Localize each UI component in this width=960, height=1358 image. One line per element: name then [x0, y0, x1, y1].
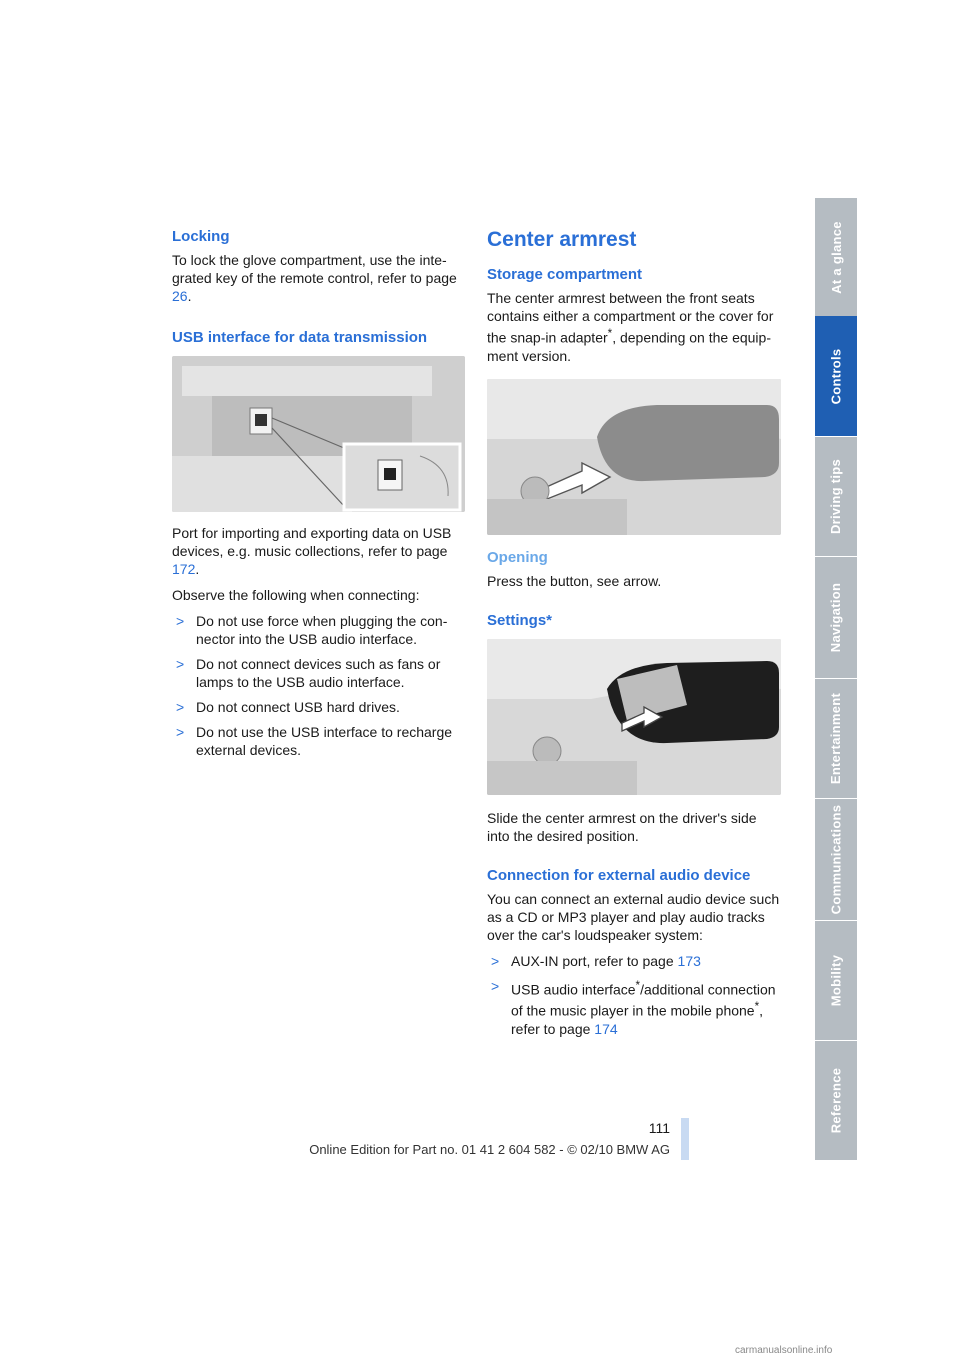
page-number: 111 — [648, 1120, 670, 1136]
storage-heading: Storage compartment — [487, 266, 643, 283]
page-title: Center armrest — [487, 228, 637, 251]
watermark: carmanualsonline.info — [735, 1345, 833, 1356]
bullet-arrow-icon: > — [491, 952, 500, 969]
list-item: > Do not use the USB interface to recharge external devices. — [176, 724, 453, 758]
connection-list — [487, 952, 781, 1038]
storage-text: The center armrest between the front seats contains either a compartment or the cover for the snap-in adapter*, depending on the equip-ment version. — [487, 290, 774, 364]
locking-heading: Locking — [172, 228, 230, 245]
connection-heading: Connection for external audio device — [487, 866, 751, 884]
settings-heading: Settings* — [487, 611, 553, 629]
locking-page-link[interactable]: 26 — [172, 288, 188, 304]
list-item: > USB audio interface*/additional connection of the music player in the mobile phone*, refer to page 174 — [491, 977, 776, 1037]
usb-port-illustration — [172, 356, 465, 512]
bullet-arrow-icon: > — [176, 613, 185, 629]
usb-port-figure — [172, 356, 465, 512]
left-column — [172, 228, 465, 767]
aux-page-link[interactable]: 173 — [677, 952, 701, 969]
tab-at-a-glance[interactable]: At a glance — [815, 198, 857, 317]
tab-reference[interactable]: Reference — [815, 1040, 857, 1161]
armrest-settings-figure — [487, 639, 781, 795]
opening-heading: Opening — [487, 548, 548, 566]
tab-controls[interactable]: Controls — [815, 316, 857, 437]
tab-communications[interactable]: Communications — [815, 798, 857, 921]
armrest-slide-illustration — [487, 639, 781, 795]
locking-text: To lock the glove compartment, use the inte-grated key of the remote control, refer to page 26. — [172, 252, 457, 304]
bullet-arrow-icon: > — [176, 699, 185, 715]
tab-entertainment[interactable]: Entertainment — [815, 678, 857, 799]
list-item: > Do not use force when plugging the con-nector into the USB audio interface. — [176, 613, 448, 647]
edition-footer: Online Edition for Part no. 01 41 2 604 582 - © 02/10 BMW AG — [309, 1142, 670, 1157]
bullet-arrow-icon: > — [176, 724, 185, 740]
usb-audio-page-link[interactable]: 174 — [594, 1020, 618, 1037]
usb-heading: USB interface for data transmission — [172, 329, 428, 346]
usb-list — [172, 612, 465, 759]
bullet-arrow-icon: > — [176, 656, 185, 672]
opening-text: Press the button, see arrow. — [487, 572, 662, 589]
tab-driving-tips[interactable]: Driving tips — [815, 436, 857, 557]
usb-page-link[interactable]: 172 — [172, 561, 196, 577]
list-item: > AUX-IN port, refer to page 173 — [491, 952, 701, 969]
armrest-storage-figure — [487, 379, 781, 535]
connection-text: You can connect an external audio device such as a CD or MP3 player and play audio tracks over the car's loudspeaker system: — [487, 890, 780, 943]
right-column — [487, 228, 781, 1046]
list-item: > Do not connect USB hard drives. — [176, 699, 400, 715]
usb-observe: Observe the following when connecting: — [172, 587, 420, 603]
chapter-sidebar — [815, 198, 857, 1160]
usb-description: Port for importing and exporting data on USB devices, e.g. music collections, refer to page 172. — [172, 525, 452, 577]
page-number-bar — [681, 1118, 689, 1160]
list-item: > Do not connect devices such as fans or lamps to the USB audio interface. — [176, 656, 441, 690]
bullet-arrow-icon: > — [491, 977, 500, 994]
tab-mobility[interactable]: Mobility — [815, 920, 857, 1041]
tab-navigation[interactable]: Navigation — [815, 556, 857, 679]
armrest-illustration — [487, 379, 781, 535]
settings-text: Slide the center armrest on the driver's side into the desired position. — [487, 809, 757, 844]
